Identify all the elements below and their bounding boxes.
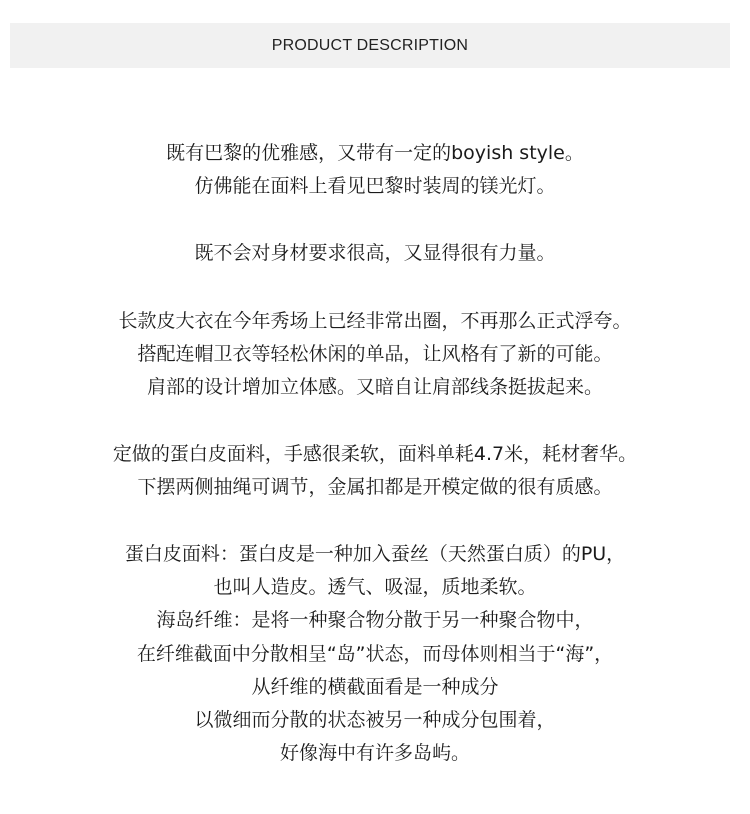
description-line: 好像海中有许多岛屿。 <box>279 742 470 764</box>
description-line: 从纤维的横截面看是一种成分 <box>251 676 499 698</box>
description-line: 长款皮大衣在今年秀场上已经非常出圈，不再那么正式浮夸。 <box>118 310 632 332</box>
description-line: 定做的蛋白皮面料，手感很柔软，面料单耗4.7米，耗材奢华。 <box>112 443 638 465</box>
description-line: 肩部的设计增加立体感。又暗自让肩部线条挺拔起来。 <box>146 376 603 398</box>
description-line: 以微细而分散的状态被另一种成分包围着， <box>194 709 556 731</box>
description-line: 蛋白皮面料：蛋白皮是一种加入蚕丝（天然蛋白质）的PU， <box>124 543 626 565</box>
description-line: 在纤维截面中分散相呈“岛”状态，而母体则相当于“海”， <box>136 643 614 665</box>
description-line: 海岛纤维：是将一种聚合物分散于另一种聚合物中， <box>156 609 594 631</box>
header-title: PRODUCT DESCRIPTION <box>271 36 469 54</box>
description-line: 既不会对身材要求很高，又显得很有力量。 <box>194 242 556 264</box>
description-line: 搭配连帽卫衣等轻松休闲的单品，让风格有了新的可能。 <box>137 343 613 365</box>
description-line: 既有巴黎的优雅感，又带有一定的boyish style。 <box>166 142 584 164</box>
description-line: 也叫人造皮。透气、吸湿，质地柔软。 <box>213 576 537 598</box>
description-line: 下摆两侧抽绳可调节，金属扣都是开模定做的很有质感。 <box>137 476 613 498</box>
description-line: 仿佛能在面料上看见巴黎时装周的镁光灯。 <box>194 175 556 197</box>
